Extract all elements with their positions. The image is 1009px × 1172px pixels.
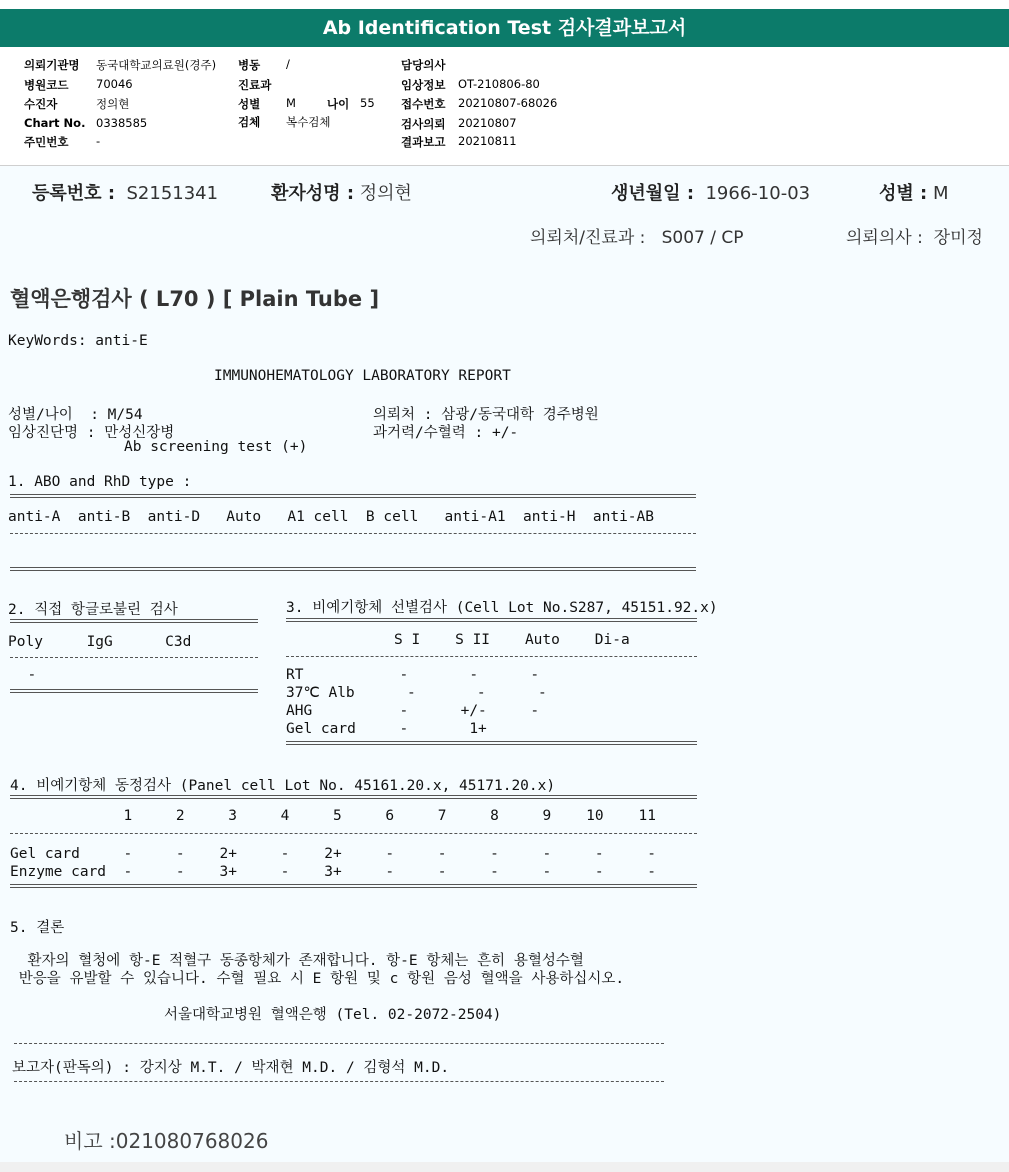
abo-title: 1. ABO and RhD type : xyxy=(8,474,192,490)
doctor-label: 의뢰의사 : xyxy=(846,228,923,248)
rule xyxy=(10,533,696,534)
info-value: M xyxy=(286,96,296,110)
info-label: 병원코드 xyxy=(24,78,69,92)
rule xyxy=(10,689,258,693)
diagnosis: 임상진단명 : 만성신장병 xyxy=(8,425,175,441)
info-value: 20210811 xyxy=(458,134,517,148)
rule xyxy=(10,884,697,888)
info-label: 검체 xyxy=(238,115,261,129)
conclusion-text: 환자의 혈청에 항-E 적혈구 동종항체가 존재합니다. 항-E 항체는 흔히 용혈성수혈 xyxy=(10,953,584,969)
rule xyxy=(10,494,696,498)
reporter: 보고자(판독의) : 강지상 M.T. / 박재현 M.D. / 김형석 M.D. xyxy=(12,1060,450,1076)
bottom-strip xyxy=(0,1162,1009,1172)
remarks-label: 비고 : xyxy=(64,1129,116,1153)
dat-title: 2. 직접 항글로불린 검사 xyxy=(8,602,178,618)
screen-title: 3. 비예기항체 선별검사 (Cell Lot No.S287, 45151.92.x) xyxy=(286,600,718,616)
rule xyxy=(10,619,258,623)
info-value: OT-210806-80 xyxy=(458,77,540,91)
panel-header: 1 2 3 4 5 6 7 8 9 10 11 xyxy=(10,808,657,824)
patient-name-value: 정의현 xyxy=(359,183,412,204)
department xyxy=(530,223,744,248)
diagnosis-detail: Ab screening test (+) xyxy=(124,439,308,455)
info-label: Chart No. xyxy=(24,116,86,130)
info-label: 진료과 xyxy=(238,78,272,92)
screen-row: 37℃ Alb - - - xyxy=(286,685,547,701)
info-label: 접수번호 xyxy=(401,97,446,111)
registration-number xyxy=(32,179,218,205)
info-label: 검사의뢰 xyxy=(401,117,446,131)
registration-value: S2151341 xyxy=(126,183,219,204)
requesting-doctor xyxy=(846,223,983,248)
screen-row: RT - - - xyxy=(286,667,540,683)
rule xyxy=(10,795,697,799)
referrer: 의뢰처 : 삼광/동국대학 경주병원 xyxy=(373,407,599,423)
section-title: 혈액은행검사 ( L70 ) [ Plain Tube ] xyxy=(10,287,380,311)
birth-date xyxy=(611,179,810,205)
info-value: - xyxy=(96,134,101,148)
info-value: 정의현 xyxy=(96,97,130,111)
report-title: Ab Identification Test 검사결과보고서 xyxy=(0,9,1009,47)
info-label: 병동 xyxy=(238,58,261,72)
rule xyxy=(286,618,697,622)
patient-sex xyxy=(879,179,949,205)
hospital-info-panel xyxy=(0,50,1009,166)
panel-title: 4. 비예기항체 동정검사 (Panel cell Lot No. 45161.20.x, 45171.20.x) xyxy=(10,778,556,794)
panel-row: Enzyme card - - 3+ - 3+ - - - - - - xyxy=(10,864,657,880)
info-label: 의뢰기관명 xyxy=(24,58,80,72)
rule xyxy=(14,1081,664,1082)
info-label: 주민번호 xyxy=(24,135,69,149)
conclusion-title: 5. 결론 xyxy=(10,920,65,936)
dat-header: Poly IgG C3d xyxy=(8,634,192,650)
patient-sex-label: 성별 : xyxy=(879,183,928,204)
sex-age: 성별/나이 : M/54 xyxy=(8,407,143,423)
remarks xyxy=(64,1125,268,1154)
report-body xyxy=(0,166,1009,1162)
report-header: IMMUNOHEMATOLOGY LABORATORY REPORT xyxy=(214,368,511,384)
panel-row: Gel card - - 2+ - 2+ - - - - - - xyxy=(10,846,657,862)
department-label: 의뢰처/진료과 : xyxy=(530,228,646,248)
screen-row: Gel card - 1+ xyxy=(286,721,487,737)
birth-date-label: 생년월일 : xyxy=(611,183,695,204)
info-label: 임상정보 xyxy=(401,78,446,92)
lab-contact: 서울대학교병원 혈액은행 (Tel. 02-2072-2504) xyxy=(164,1007,502,1023)
info-label: 수진자 xyxy=(24,97,58,111)
abo-header: anti-A anti-B anti-D Auto A1 cell B cell anti-A1 anti-H anti-AB xyxy=(8,509,655,525)
info-value: 복수검체 xyxy=(286,115,331,129)
transfusion-history: 과거력/수혈력 : +/- xyxy=(373,425,519,441)
info-value: 20210807-68026 xyxy=(458,96,558,110)
screen-header: S I S II Auto Di-a xyxy=(394,632,630,648)
department-value: S007 / CP xyxy=(661,228,744,248)
info-value: / xyxy=(286,57,290,71)
conclusion-text: 반응을 유발할 수 있습니다. 수혈 필요 시 E 항원 및 c 항원 음성 혈액을 사용하십시오. xyxy=(10,971,625,987)
rule xyxy=(10,567,696,571)
registration-label: 등록번호 : xyxy=(32,183,116,204)
screen-row: AHG - +/- - xyxy=(286,703,540,719)
info-value: 55 xyxy=(360,96,375,110)
report-banner xyxy=(0,0,1009,50)
rule xyxy=(286,741,697,745)
rule xyxy=(10,833,697,834)
remarks-value: 021080768026 xyxy=(115,1129,269,1153)
rule xyxy=(14,1043,664,1044)
info-value: 20210807 xyxy=(458,116,517,130)
doctor-value: 장미정 xyxy=(933,228,983,248)
patient-sex-value: M xyxy=(932,183,949,204)
info-value: 동국대학교의료원(경주) xyxy=(96,58,217,72)
dat-value: - xyxy=(10,667,37,683)
keywords: KeyWords: anti-E xyxy=(8,333,148,349)
rule xyxy=(10,657,258,658)
info-label: 결과보고 xyxy=(401,135,446,149)
info-label: 나이 xyxy=(327,97,350,111)
info-value: 70046 xyxy=(96,77,133,91)
rule xyxy=(286,656,697,657)
birth-date-value: 1966-10-03 xyxy=(705,183,811,204)
info-label: 담당의사 xyxy=(401,58,446,72)
info-label: 성별 xyxy=(238,97,261,111)
info-value: 0338585 xyxy=(96,116,148,130)
patient-name-label: 환자성명 : xyxy=(271,183,355,204)
patient-name xyxy=(271,179,412,205)
